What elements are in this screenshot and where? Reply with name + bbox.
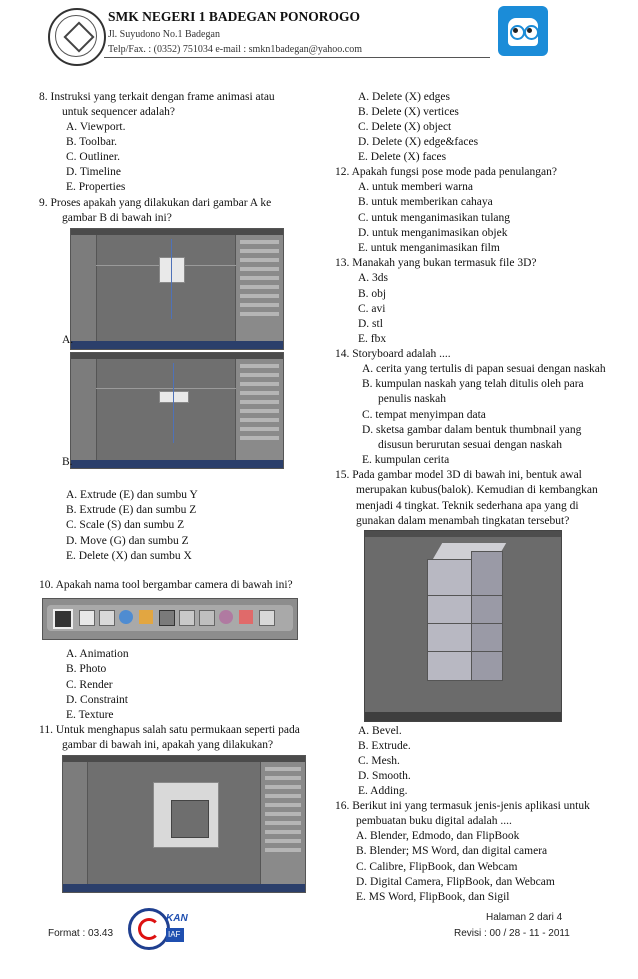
- constraint-icon: [159, 610, 175, 626]
- q13-option: E. fbx: [358, 333, 387, 345]
- tool-icon: [79, 610, 95, 626]
- q16-option: D. Digital Camera, FlipBook, dan Webcam: [356, 876, 555, 888]
- q14-option: D. sketsa gambar dalam bentuk thumbnail yang: [362, 424, 582, 436]
- iaf-logo: IAF: [166, 928, 184, 942]
- blender-screenshot-a: [70, 228, 284, 350]
- q9-option: E. Delete (X) dan sumbu X: [66, 550, 192, 562]
- q16-option: A. Blender, Edmodo, dan FlipBook: [356, 830, 520, 842]
- q10-stem: 10. Apakah nama tool bergambar camera di bawah ini?: [39, 579, 293, 591]
- certification-logo: [128, 908, 170, 950]
- q11-stem: 11. Untuk menghapus salah satu permukaan seperti pada: [39, 724, 300, 736]
- q9-image-label-a: A.: [62, 334, 74, 346]
- q16-stem: 16. Berikut ini yang termasuk jenis-jenis aplikasi untuk: [335, 800, 590, 812]
- q13-option: B. obj: [358, 288, 387, 300]
- q9-stem-2: gambar B di bawah ini?: [62, 212, 172, 224]
- q12-stem: 12. Apakah fungsi pose mode pada penulangan?: [335, 166, 557, 178]
- q9-stem: 9. Proses apakah yang dilakukan dari gambar A ke: [39, 197, 272, 209]
- blender-tower-image: [364, 530, 562, 722]
- q15-option: C. Mesh.: [358, 755, 400, 767]
- owl-glasses-icon: [498, 6, 548, 56]
- material-icon: [219, 610, 233, 624]
- q16-stem-2: pembuatan buku digital adalah ....: [356, 815, 512, 827]
- q8-stem-2: untuk sequencer adalah?: [62, 106, 176, 118]
- q8-option: A. Viewport.: [66, 121, 126, 133]
- q16-option: C. Calibre, FlipBook, dan Webcam: [356, 861, 518, 873]
- q14-stem: 14. Storyboard adalah ....: [335, 348, 451, 360]
- q14-option-cont: disusun berurutan sesuai dengan naskah: [378, 439, 562, 451]
- q10-option: D. Constraint: [66, 694, 128, 706]
- revision-info: Revisi : 00 / 28 - 11 - 2011: [454, 928, 570, 939]
- q12-option: A. untuk memberi warna: [358, 181, 473, 193]
- q12-option: D. untuk menganimasikan objek: [358, 227, 508, 239]
- q14-option-cont: penulis naskah: [378, 393, 447, 405]
- q15-stem-3: menjadi 4 tingkat. Teknik sederhana apa yang di: [356, 500, 579, 512]
- texture-icon: [239, 610, 253, 624]
- q8-option: B. Toolbar.: [66, 136, 118, 148]
- school-name: SMK NEGERI 1 BADEGAN PONOROGO: [108, 9, 361, 24]
- q15-stem-4: gunakan dalam menambah tingkatan tersebut?: [356, 515, 570, 527]
- particles-icon: [259, 610, 275, 626]
- q12-option: C. untuk menganimasikan tulang: [358, 212, 511, 224]
- q12-option: E. untuk menganimasikan film: [358, 242, 500, 254]
- q12-option: B. untuk memberikan cahaya: [358, 196, 493, 208]
- q10-option: B. Photo: [66, 663, 107, 675]
- q11-option: A. Delete (X) edges: [358, 91, 450, 103]
- blender-screenshot-b: [70, 352, 284, 469]
- q13-stem: 13. Manakah yang bukan termasuk file 3D?: [335, 257, 537, 269]
- q11-option: E. Delete (X) faces: [358, 151, 447, 163]
- q16-option: E. MS Word, FlipBook, dan Sigil: [356, 891, 510, 903]
- q15-stem: 15. Pada gambar model 3D di bawah ini, bentuk awal: [335, 469, 582, 481]
- q16-option: B. Blender; MS Word, dan digital camera: [356, 845, 548, 857]
- q11-stem-2: gambar di bawah ini, apakah yang dilakukan?: [62, 739, 274, 751]
- q15-option: A. Bevel.: [358, 725, 402, 737]
- blender-screenshot-c: [62, 755, 306, 893]
- school-logo: [48, 8, 106, 66]
- q11-option: D. Delete (X) edge&faces: [358, 136, 479, 148]
- school-contact: Telp/Fax. : (0352) 751034 e-mail : smkn1badegan@yahoo.com: [108, 44, 363, 55]
- blender-toolbar-image: [42, 598, 298, 640]
- q10-option: E. Texture: [66, 709, 114, 721]
- q8-stem: 8. Instruksi yang terkait dengan frame animasi atau: [39, 91, 275, 103]
- q13-option: C. avi: [358, 303, 386, 315]
- q9-option: A. Extrude (E) dan sumbu Y: [66, 489, 198, 501]
- q10-option: A. Animation: [66, 648, 129, 660]
- q14-option: A. cerita yang tertulis di papan sesuai dengan naskah: [362, 363, 606, 375]
- q15-option: B. Extrude.: [358, 740, 411, 752]
- tool-icon: [99, 610, 115, 626]
- q15-stem-2: merupakan kubus(balok). Kemudian di kembangkan: [356, 484, 598, 496]
- kan-logo: KAN: [166, 913, 188, 924]
- header-divider: [104, 57, 490, 58]
- q9-option: B. Extrude (E) dan sumbu Z: [66, 504, 197, 516]
- q14-option: E. kumpulan cerita: [362, 454, 450, 466]
- q15-option: E. Adding.: [358, 785, 408, 797]
- tool-icon: [199, 610, 215, 626]
- q13-option: A. 3ds: [358, 272, 389, 284]
- object-icon: [139, 610, 153, 624]
- camera-icon: [53, 609, 73, 629]
- q8-option: D. Timeline: [66, 166, 121, 178]
- school-address: Jl. Suyudono No.1 Badegan: [108, 29, 220, 40]
- tool-icon: [179, 610, 195, 626]
- q11-option: B. Delete (X) vertices: [358, 106, 459, 118]
- q9-option: C. Scale (S) dan sumbu Z: [66, 519, 185, 531]
- q10-option: C. Render: [66, 679, 113, 691]
- q13-option: D. stl: [358, 318, 383, 330]
- q8-option: E. Properties: [66, 181, 126, 193]
- page-number: Halaman 2 dari 4: [486, 912, 563, 923]
- q11-option: C. Delete (X) object: [358, 121, 452, 133]
- q15-option: D. Smooth.: [358, 770, 411, 782]
- q9-option: D. Move (G) dan sumbu Z: [66, 535, 189, 547]
- q14-option: B. kumpulan naskah yang telah ditulis oleh para: [362, 378, 584, 390]
- format-code: Format : 03.43: [48, 928, 114, 939]
- q8-option: C. Outliner.: [66, 151, 120, 163]
- q14-option: C. tempat menyimpan data: [362, 409, 486, 421]
- q9-image-label-b: B.: [62, 456, 73, 468]
- world-icon: [119, 610, 133, 624]
